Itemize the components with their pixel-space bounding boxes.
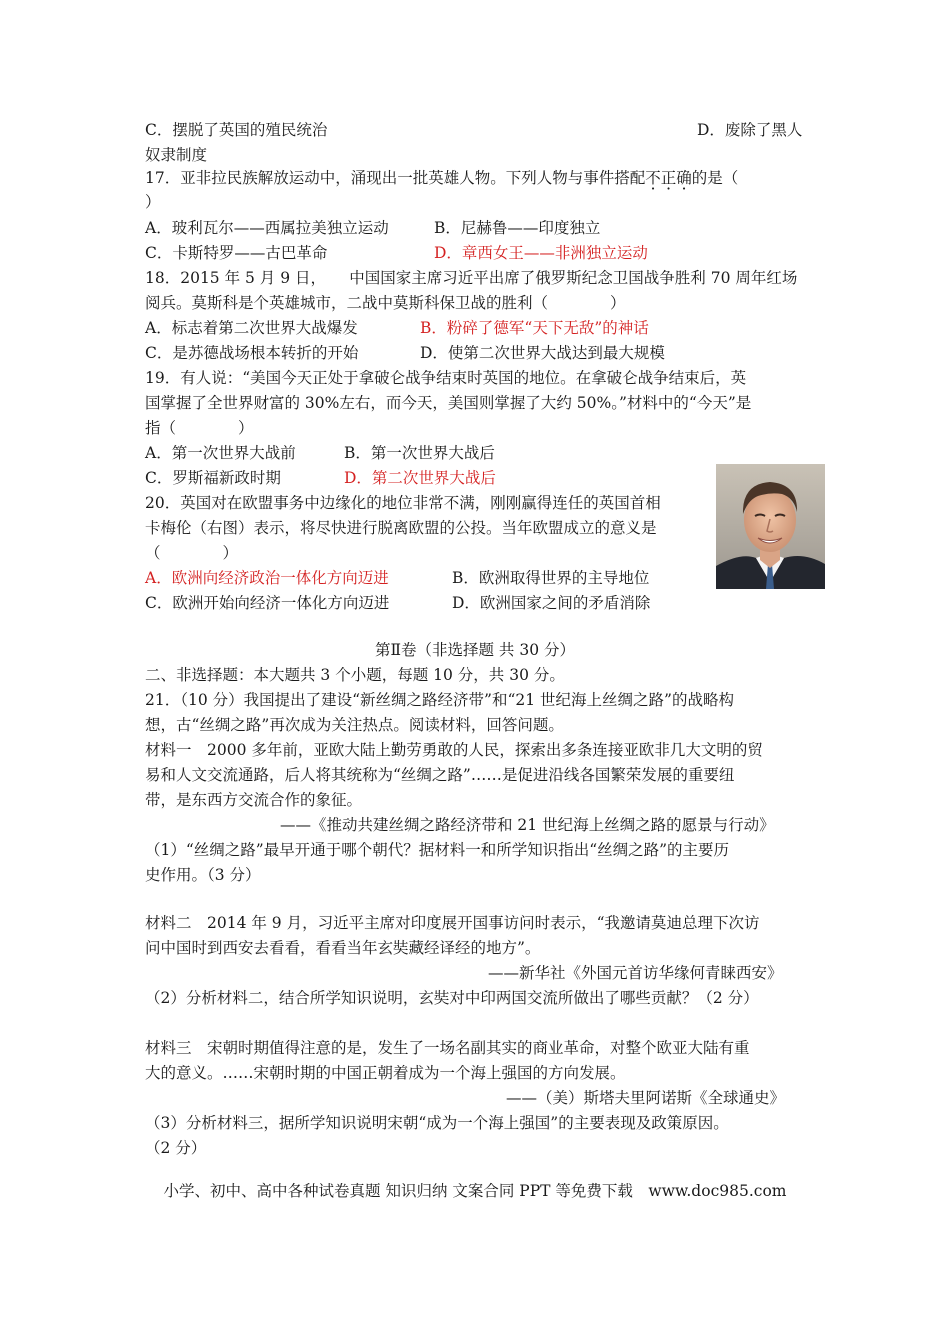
q20-option-a-answer: A．欧洲向经济政治一体化方向迈进 (145, 569, 389, 587)
q20-option-c: C．欧洲开始向经济一体化方向迈进 (145, 594, 390, 612)
q21-material1-line3: 带，是东西方交流合作的象征。 (145, 791, 363, 809)
q21-material1-line2: 易和人文交流通路，后人将其统称为“丝绸之路”……是促进沿线各国繁荣发展的重要纽 (145, 766, 735, 784)
section2-intro: 二、非选择题：本大题共 3 个小题，每题 10 分，共 30 分。 (145, 666, 565, 684)
q18-stem-1: 18．2015 年 5 月 9 日， 中国国家主席习近平出席了俄罗斯纪念卫国战争胜利 70 周年红场 (145, 269, 798, 287)
q17-option-c: C．卡斯特罗——古巴革命 (145, 244, 328, 262)
footer-text: 小学、初中、高中各种试卷真题 知识归纳 文案合同 PPT 等免费下载 www.doc985.com (163, 1182, 787, 1200)
q21-material3-source: ——（美）斯塔夫里阿诺斯《全球通史》 (506, 1089, 786, 1107)
q16-option-d-continuation: 奴隶制度 (145, 146, 208, 164)
q20-stem-1: 20．英国对在欧盟事务中边缘化的地位非常不满，刚刚赢得连任的英国首相 (145, 494, 661, 512)
q21-material1-source: ——《推动共建丝绸之路经济带和 21 世纪海上丝绸之路的愿景与行动》 (280, 816, 775, 834)
q21-material2-source: ——新华社《外国元首访华缘何青睐西安》 (488, 964, 783, 982)
q20-stem-3: （ ） (145, 544, 239, 562)
q17-stem-a: 17．亚非拉民族解放运动中，涌现出一批英雄人物。下列人物与事件搭配 (145, 169, 646, 187)
q19-option-d-answer: D．第二次世界大战后 (344, 469, 496, 487)
q17-emph-3: 确 (676, 169, 692, 187)
q17-option-d-answer: D．章西女王——非洲独立运动 (434, 244, 648, 262)
q21-material2-line1: 材料二 2014 年 9 月，习近平主席对印度展开国事访问时表示，“我邀请莫迪总理下次访 (145, 914, 760, 932)
q21-part3-line2: （2 分） (145, 1139, 207, 1157)
q21-part1-line1: （1）“丝绸之路”最早开通于哪个朝代？据材料一和所学知识指出“丝绸之路”的主要历 (145, 841, 730, 859)
q19-stem-2: 国掌握了全世界财富的 30%左右，而今天，美国则掌握了大约 50%。”材料中的“今天”是 (145, 394, 752, 412)
q17-stem (145, 168, 738, 188)
q17-stem-b: 的是（ (691, 169, 739, 187)
q21-material2-line2: 问中国时到西安去看看，看看当年玄奘藏经译经的地方”。 (145, 939, 541, 957)
q19-stem-1: 19．有人说：“美国今天正处于拿破仑战争结束时英国的地位。在拿破仑战争结束后，英 (145, 369, 747, 387)
q21-stem-1: 21．（10 分）我国提出了建设“新丝绸之路经济带”和“21 世纪海上丝绸之路”的战略构 (145, 691, 734, 709)
q18-stem-2: 阅兵。莫斯科是个英雄城市，二战中莫斯科保卫战的胜利（ ） (145, 294, 626, 312)
portrait-photo (716, 464, 825, 589)
q17-emph-1: 不 (645, 169, 661, 187)
q18-option-b-answer: B．粉碎了德军“天下无敌”的神话 (420, 319, 649, 337)
q21-part1-line2: 史作用。（3 分） (145, 866, 261, 884)
q20-option-b: B．欧洲取得世界的主导地位 (452, 569, 650, 587)
q17-option-a: A．玻利瓦尔——西属拉美独立运动 (145, 219, 389, 237)
q20-stem-2: 卡梅伦（右图）表示，将尽快进行脱离欧盟的公投。当年欧盟成立的意义是 (145, 519, 657, 537)
q16-option-d: D．废除了黑人 (697, 121, 803, 139)
q19-stem-3: 指（ ） (145, 419, 254, 437)
q19-option-c: C．罗斯福新政时期 (145, 469, 281, 487)
q21-material3-line1: 材料三 宋朝时期值得注意的是，发生了一场名副其实的商业革命，对整个欧亚大陆有重 (145, 1039, 750, 1057)
q21-part2: （2）分析材料二，结合所学知识说明，玄奘对中印两国交流所做出了哪些贡献？（2 分） (145, 989, 759, 1007)
portrait-illustration (716, 464, 825, 589)
q19-option-a: A．第一次世界大战前 (145, 444, 296, 462)
q18-option-d: D．使第二次世界大战达到最大规模 (420, 344, 665, 362)
q17-option-b: B．尼赫鲁——印度独立 (434, 219, 601, 237)
q16-option-c: C．摆脱了英国的殖民统治 (145, 121, 328, 139)
q20-option-d: D．欧洲国家之间的矛盾消除 (452, 594, 651, 612)
q21-material1-line1: 材料一 2000 多年前，亚欧大陆上勤劳勇敢的人民，探索出多条连接亚欧非几大文明的贸 (145, 741, 763, 759)
q21-stem-2: 想，古“丝绸之路”再次成为关注热点。阅读材料，回答问题。 (145, 716, 564, 734)
section2-title: 第Ⅱ卷（非选择题 共 30 分） (374, 641, 576, 659)
q17-emph-2: 正 (660, 169, 677, 187)
q21-material3-line2: 大的意义。……宋朝时期的中国正朝着成为一个海上强国的方向发展。 (145, 1064, 626, 1082)
q19-option-b: B．第一次世界大战后 (344, 444, 495, 462)
q18-option-a: A．标志着第二次世界大战爆发 (145, 319, 358, 337)
q18-option-c: C．是苏德战场根本转折的开始 (145, 344, 359, 362)
q17-stem-close: ） (145, 193, 161, 211)
q21-part3-line1: （3）分析材料三，据所学知识说明宋朝“成为一个海上强国”的主要表现及政策原因。 (145, 1114, 729, 1132)
